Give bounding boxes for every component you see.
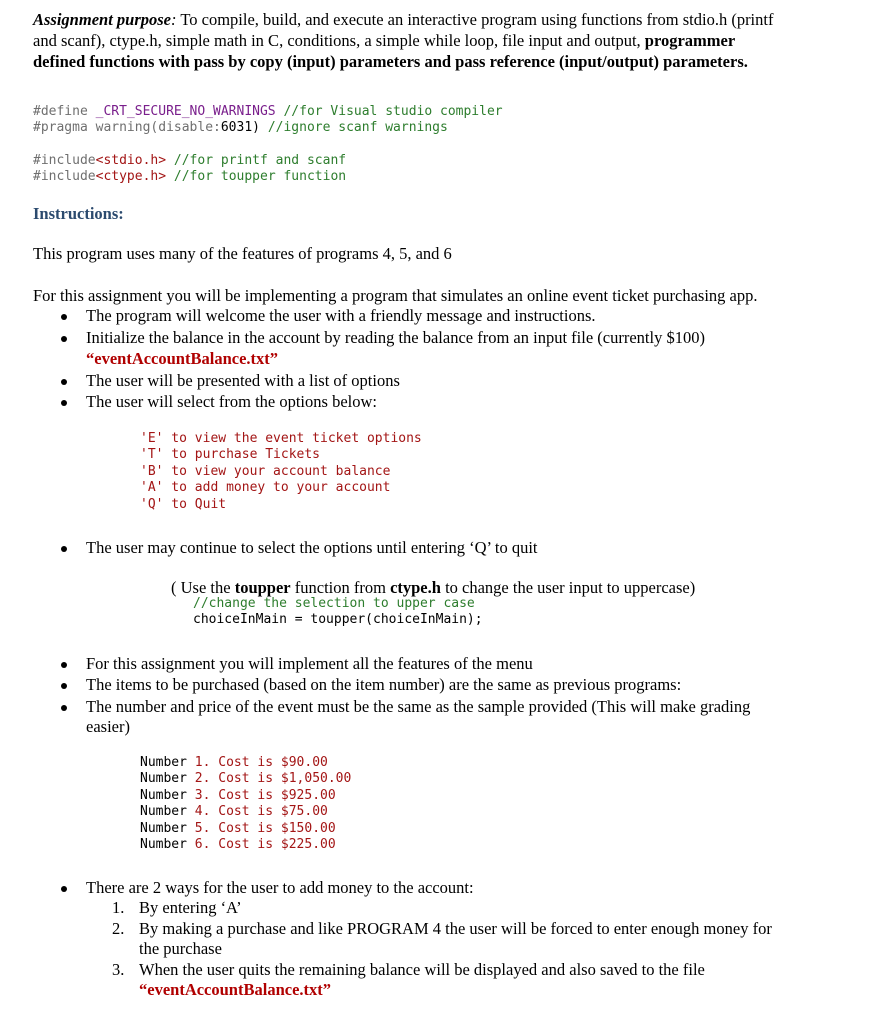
- code-defines: [33, 104, 503, 137]
- menu-option: 'B' to view your account balance: [140, 463, 391, 479]
- toupper-note: [171, 577, 695, 598]
- price-value: 3. Cost is $925.00: [194, 787, 336, 803]
- price-value: 5. Cost is $150.00: [194, 820, 336, 836]
- bullet-dot: [61, 395, 67, 410]
- price-row: [140, 788, 351, 804]
- bullet-dot: [61, 700, 67, 715]
- include-keyword: #include: [33, 153, 96, 168]
- pragma-keyword: #pragma: [33, 120, 88, 136]
- menu-option: 'Q' to Quit: [140, 496, 227, 512]
- bullet-dot: [61, 331, 67, 346]
- define-macro: _CRT_SECURE_NO_WARNINGS: [87, 104, 276, 119]
- price-row: [140, 755, 351, 771]
- bullet-dot: [61, 374, 67, 389]
- bullet-text: For this assignment you will implement all the features of the menu: [86, 654, 533, 673]
- define-comment: //for Visual studio compiler: [275, 104, 503, 119]
- bullet-dot: [61, 657, 67, 672]
- price-label: Number: [140, 804, 187, 820]
- bullet-text-continued: easier): [86, 717, 130, 736]
- intro-line: For this assignment you will be implementing a program that simulates an online event ticket purchasing app.: [33, 286, 758, 305]
- code-includes: [33, 153, 346, 186]
- purpose-bold-c: defined functions with pass by copy (input) parameters and pass reference (input/output) parameters.: [33, 52, 748, 71]
- bullet-text: The number and price of the event must be the same as the sample provided (This will make grading: [86, 697, 751, 716]
- bullet-dot: [61, 309, 67, 324]
- price-row: [140, 821, 351, 837]
- code-comment: //change the selection to upper case: [193, 596, 475, 611]
- purpose-colon: :: [171, 10, 177, 29]
- price-label: Number: [140, 837, 187, 853]
- bullet-text: The items to be purchased (based on the item number) are the same as previous programs:: [86, 675, 682, 694]
- note-part: ( Use the: [171, 578, 235, 597]
- purpose-text-a: To compile, build, and execute an interactive program using functions from stdio.h (printf: [176, 10, 774, 29]
- numbered-text: When the user quits the remaining balance will be displayed and also saved to the file: [139, 960, 705, 979]
- bullet-dot: [61, 541, 67, 556]
- file-name: eventAccountBalance.txt: [94, 349, 270, 368]
- price-label: Number: [140, 755, 187, 770]
- purpose-label: Assignment purpose: [33, 10, 171, 29]
- price-value: 6. Cost is $225.00: [194, 837, 336, 853]
- menu-option: 'T' to purchase Tickets: [140, 447, 321, 463]
- toupper-word: toupper: [234, 578, 291, 597]
- price-label: Number: [140, 820, 187, 836]
- price-label: Number: [140, 787, 187, 803]
- price-row: [140, 837, 351, 853]
- menu-option: 'A' to add money to your account: [140, 480, 391, 496]
- price-value: 4. Cost is $75.00: [194, 804, 328, 820]
- price-label: Number: [140, 771, 187, 787]
- numbered-marker: 2.: [112, 919, 125, 938]
- menu-options: [140, 431, 422, 513]
- quote-open: “: [86, 349, 95, 368]
- numbered-marker: 3.: [112, 960, 125, 979]
- purpose-bold-b: programmer: [644, 31, 736, 50]
- price-row: [140, 804, 351, 820]
- instructions-heading: Instructions:: [33, 204, 124, 223]
- ctype-word: ctype.h: [390, 578, 441, 597]
- bullet-text: The user will select from the options below:: [86, 392, 377, 411]
- define-keyword: #define: [33, 104, 88, 119]
- price-list: [140, 755, 351, 853]
- pragma-rest-b: ): [252, 120, 260, 136]
- uses-line: This program uses many of the features of programs 4, 5, and 6: [33, 244, 452, 263]
- note-part: to change the user input to uppercase): [440, 578, 696, 597]
- numbered-text: By entering ‘A’: [139, 898, 242, 917]
- price-row: [140, 771, 351, 787]
- include-keyword: #include: [33, 169, 96, 185]
- price-value: 1. Cost is $90.00: [194, 755, 328, 770]
- quote-close: ”: [269, 349, 279, 368]
- balance-file-name: [86, 348, 278, 369]
- purpose-text-b: and scanf), ctype.h, simple math in C, conditions, a simple while loop, file input and output,: [33, 31, 645, 50]
- pragma-comment: //ignore scanf warnings: [260, 120, 448, 136]
- pragma-rest-a: warning(disable:: [87, 120, 221, 136]
- bullet-text: The program will welcome the user with a friendly message and instructions.: [86, 306, 596, 325]
- code-line: choiceInMain = toupper(choiceInMain);: [193, 612, 483, 628]
- assignment-purpose: [33, 9, 863, 72]
- bullet-text: The user will be presented with a list of options: [86, 371, 400, 390]
- include-comment: //for printf and scanf: [166, 153, 347, 168]
- include-header: <ctype.h>: [95, 169, 167, 185]
- toupper-code: [193, 596, 483, 629]
- include-header: <stdio.h>: [95, 153, 167, 168]
- menu-option: 'E' to view the event ticket options: [140, 431, 422, 446]
- include-comment: //for toupper function: [166, 169, 347, 185]
- bullet-dot: [61, 678, 67, 693]
- numbered-text: By making a purchase and like PROGRAM 4 the user will be forced to enter enough money for: [139, 919, 772, 938]
- numbered-marker: 1.: [112, 898, 125, 917]
- bullet-dot: [61, 881, 67, 896]
- price-value: 2. Cost is $1,050.00: [194, 771, 352, 787]
- pragma-number: 6031: [220, 120, 253, 136]
- note-part: function from: [290, 578, 391, 597]
- continue-bullet-text: The user may continue to select the options until entering ‘Q’ to quit: [86, 538, 538, 557]
- add-money-bullet-text: There are 2 ways for the user to add money to the account:: [86, 878, 474, 897]
- numbered-text-continued: the purchase: [139, 939, 222, 958]
- balance-file-name: “eventAccountBalance.txt”: [139, 980, 332, 999]
- bullet-text: Initialize the balance in the account by reading the balance from an input file (currently $100): [86, 328, 705, 347]
